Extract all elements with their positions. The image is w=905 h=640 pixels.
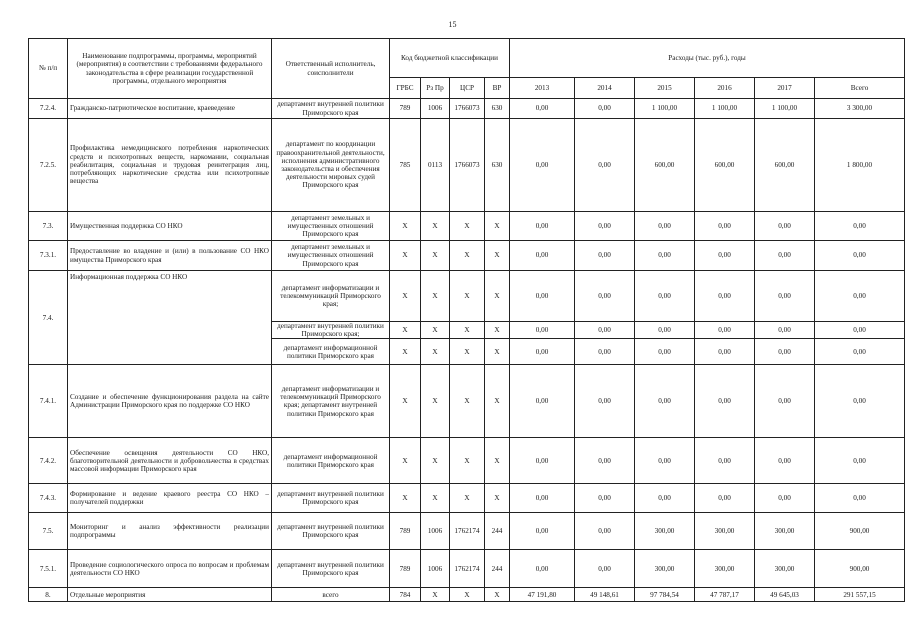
table-row — [29, 550, 905, 588]
row-num: 7.4.3. — [29, 484, 68, 513]
row-csr: X — [450, 588, 485, 602]
row-executor: департамент земельных и имущественных отношений Приморского края — [272, 241, 390, 271]
row-2016: 300,00 — [695, 550, 755, 588]
row-2014: 0,00 — [575, 365, 635, 438]
row-executor: департамент информационной политики Приморского края — [272, 339, 390, 365]
row-grbs: X — [390, 212, 421, 241]
row-2014: 0,00 — [575, 119, 635, 212]
row-name: Отдельные мероприятия — [68, 588, 272, 602]
row-2014: 0,00 — [575, 322, 635, 339]
row-2016: 0,00 — [695, 212, 755, 241]
row-2014: 0,00 — [575, 212, 635, 241]
row-csr: 1762174 — [450, 550, 485, 588]
row-total: 0,00 — [815, 322, 905, 339]
row-total: 0,00 — [815, 365, 905, 438]
row-2017: 0,00 — [755, 339, 815, 365]
row-grbs: X — [390, 365, 421, 438]
row-2014: 0,00 — [575, 438, 635, 484]
row-csr: 1766073 — [450, 119, 485, 212]
row-executor: всего — [272, 588, 390, 602]
row-num: 7.5. — [29, 513, 68, 550]
header-expenses: Расходы (тыс. руб.), годы — [510, 39, 905, 78]
row-grbs: X — [390, 241, 421, 271]
row-name: Профилактика немедицинского потребления наркотических средств и психотропных веществ, наркомании, социальная реабилитация, социальная и трудовая реинтеграция лиц, потребляющих наркотические средства или психотропные вещества — [68, 119, 272, 212]
row-name: Создание и обеспечение функционирования раздела на сайте Администрации Приморского края по поддержке СО НКО — [68, 365, 272, 438]
row-name: Имущественная поддержка СО НКО — [68, 212, 272, 241]
row-csr: X — [450, 322, 485, 339]
row-vr: X — [485, 212, 510, 241]
row-2014: 49 148,61 — [575, 588, 635, 602]
row-2017: 0,00 — [755, 484, 815, 513]
row-vr: X — [485, 271, 510, 322]
row-2015: 300,00 — [635, 550, 695, 588]
row-vr: 630 — [485, 119, 510, 212]
row-csr: X — [450, 484, 485, 513]
row-executor: департамент внутренней политики Приморского края — [272, 513, 390, 550]
row-2015: 0,00 — [635, 339, 695, 365]
row-num: 7.4.1. — [29, 365, 68, 438]
row-total: 900,00 — [815, 550, 905, 588]
table-row — [29, 119, 905, 212]
row-total: 0,00 — [815, 271, 905, 322]
row-2014: 0,00 — [575, 550, 635, 588]
row-2016: 47 787,17 — [695, 588, 755, 602]
row-2013: 0,00 — [510, 513, 575, 550]
row-2013: 0,00 — [510, 484, 575, 513]
table-row — [29, 271, 905, 322]
header-executor: Ответственный исполнитель, соисполнители — [272, 39, 390, 99]
header-year-2015: 2015 — [635, 78, 695, 99]
row-executor: департамент информационной политики Приморского края — [272, 438, 390, 484]
row-2013: 0,00 — [510, 365, 575, 438]
row-grbs: X — [390, 271, 421, 322]
row-2014: 0,00 — [575, 271, 635, 322]
table-row — [29, 99, 905, 119]
row-name: Обеспечение освещения деятельности СО НКО, благотворительной деятельности и добровольчества в средствах массовой информации Приморского края — [68, 438, 272, 484]
row-total: 0,00 — [815, 484, 905, 513]
table-row — [29, 513, 905, 550]
table-row — [29, 365, 905, 438]
row-num: 7.3.1. — [29, 241, 68, 271]
row-vr: 244 — [485, 513, 510, 550]
row-vr: X — [485, 438, 510, 484]
row-rzpr: X — [421, 484, 450, 513]
row-num: 7.4. — [29, 271, 68, 365]
header-code-vr: ВР — [485, 78, 510, 99]
row-vr: X — [485, 339, 510, 365]
header-year-2017: 2017 — [755, 78, 815, 99]
row-2016: 1 100,00 — [695, 99, 755, 119]
table-row — [29, 438, 905, 484]
row-vr: 630 — [485, 99, 510, 119]
row-vr: X — [485, 322, 510, 339]
row-2016: 0,00 — [695, 438, 755, 484]
row-2014: 0,00 — [575, 513, 635, 550]
row-2015: 0,00 — [635, 271, 695, 322]
row-2016: 0,00 — [695, 339, 755, 365]
header-code-csr: ЦСР — [450, 78, 485, 99]
row-total: 0,00 — [815, 438, 905, 484]
row-2014: 0,00 — [575, 484, 635, 513]
row-csr: X — [450, 241, 485, 271]
row-total: 0,00 — [815, 212, 905, 241]
row-2013: 47 191,80 — [510, 588, 575, 602]
row-2015: 97 784,54 — [635, 588, 695, 602]
row-grbs: 789 — [390, 99, 421, 119]
row-rzpr: X — [421, 241, 450, 271]
row-2015: 0,00 — [635, 484, 695, 513]
table-row — [29, 241, 905, 271]
row-2016: 0,00 — [695, 271, 755, 322]
row-rzpr: 0113 — [421, 119, 450, 212]
row-2017: 0,00 — [755, 365, 815, 438]
row-2015: 0,00 — [635, 322, 695, 339]
row-total: 291 557,15 — [815, 588, 905, 602]
header-total: Всего — [815, 78, 905, 99]
table-row — [29, 588, 905, 602]
row-2017: 1 100,00 — [755, 99, 815, 119]
row-csr: X — [450, 271, 485, 322]
row-num: 7.2.5. — [29, 119, 68, 212]
row-2015: 300,00 — [635, 513, 695, 550]
row-grbs: 789 — [390, 550, 421, 588]
row-executor: департамент внутренней политики Приморского края — [272, 99, 390, 119]
row-name: Предоставление во владение и (или) в пользование СО НКО имущества Приморского края — [68, 241, 272, 271]
row-2015: 0,00 — [635, 438, 695, 484]
row-2015: 0,00 — [635, 241, 695, 271]
row-name: Мониторинг и анализ эффективности реализации подпрограммы — [68, 513, 272, 550]
row-2013: 0,00 — [510, 271, 575, 322]
row-num: 7.2.4. — [29, 99, 68, 119]
row-csr: X — [450, 212, 485, 241]
row-grbs: 789 — [390, 513, 421, 550]
row-2017: 0,00 — [755, 241, 815, 271]
row-2016: 0,00 — [695, 241, 755, 271]
header-codes: Код бюджетной классификации — [390, 39, 510, 78]
row-executor: департамент информатизации и телекоммуникаций Приморского края; департамент внутренней политики Приморского края — [272, 365, 390, 438]
row-total: 0,00 — [815, 241, 905, 271]
header-year-2013: 2013 — [510, 78, 575, 99]
row-2013: 0,00 — [510, 212, 575, 241]
row-rzpr: X — [421, 212, 450, 241]
row-executor: департамент информатизации и телекоммуникаций Приморского края; — [272, 271, 390, 322]
row-2016: 0,00 — [695, 484, 755, 513]
row-total: 3 300,00 — [815, 99, 905, 119]
row-num: 8. — [29, 588, 68, 602]
row-rzpr: 1006 — [421, 513, 450, 550]
row-2017: 300,00 — [755, 550, 815, 588]
row-2017: 0,00 — [755, 271, 815, 322]
row-name: Проведение социологического опроса по вопросам и проблемам деятельности СО НКО — [68, 550, 272, 588]
row-2013: 0,00 — [510, 550, 575, 588]
header-year-2016: 2016 — [695, 78, 755, 99]
row-rzpr: X — [421, 271, 450, 322]
header-code-grbs: ГРБС — [390, 78, 421, 99]
row-grbs: X — [390, 322, 421, 339]
header-name: Наименование подпрограммы, программы, мероприятий (мероприятия) в соответствии с требованиями федерального законодательства в сфере реализации государственной программы, отдельного мероприятия — [68, 39, 272, 99]
row-2016: 600,00 — [695, 119, 755, 212]
row-csr: X — [450, 365, 485, 438]
row-2013: 0,00 — [510, 119, 575, 212]
row-num: 7.3. — [29, 212, 68, 241]
row-csr: 1766073 — [450, 99, 485, 119]
row-2016: 300,00 — [695, 513, 755, 550]
row-total: 900,00 — [815, 513, 905, 550]
row-2017: 49 645,03 — [755, 588, 815, 602]
row-2013: 0,00 — [510, 99, 575, 119]
row-2017: 0,00 — [755, 212, 815, 241]
header-code-rzpr: Рз Пр — [421, 78, 450, 99]
row-2014: 0,00 — [575, 339, 635, 365]
row-grbs: 785 — [390, 119, 421, 212]
header-year-2014: 2014 — [575, 78, 635, 99]
row-grbs: 784 — [390, 588, 421, 602]
header-num: № п/п — [29, 39, 68, 99]
row-2017: 600,00 — [755, 119, 815, 212]
row-rzpr: X — [421, 438, 450, 484]
row-csr: X — [450, 438, 485, 484]
table-row — [29, 212, 905, 241]
row-rzpr: X — [421, 339, 450, 365]
row-grbs: X — [390, 438, 421, 484]
row-grbs: X — [390, 339, 421, 365]
row-vr: X — [485, 484, 510, 513]
row-2017: 300,00 — [755, 513, 815, 550]
row-2015: 0,00 — [635, 365, 695, 438]
header-row-1 — [29, 39, 905, 78]
row-rzpr: 1006 — [421, 550, 450, 588]
row-2017: 0,00 — [755, 438, 815, 484]
row-num: 7.5.1. — [29, 550, 68, 588]
row-total: 1 800,00 — [815, 119, 905, 212]
row-2017: 0,00 — [755, 322, 815, 339]
row-executor: департамент по координации правоохранительной деятельности, исполнения административного законодательства и обеспечения деятельности мировых судей Приморского края — [272, 119, 390, 212]
row-2013: 0,00 — [510, 438, 575, 484]
row-num: 7.4.2. — [29, 438, 68, 484]
row-csr: 1762174 — [450, 513, 485, 550]
row-rzpr: X — [421, 588, 450, 602]
row-2015: 1 100,00 — [635, 99, 695, 119]
row-csr: X — [450, 339, 485, 365]
row-vr: X — [485, 365, 510, 438]
row-name: Формирование и ведение краевого реестра СО НКО – получателей поддержки — [68, 484, 272, 513]
row-2013: 0,00 — [510, 322, 575, 339]
row-2013: 0,00 — [510, 339, 575, 365]
row-executor: департамент внутренней политики Приморского края — [272, 484, 390, 513]
row-2015: 0,00 — [635, 212, 695, 241]
row-rzpr: X — [421, 365, 450, 438]
row-rzpr: X — [421, 322, 450, 339]
row-grbs: X — [390, 484, 421, 513]
row-executor: департамент земельных и имущественных отношений Приморского края — [272, 212, 390, 241]
row-executor: департамент внутренней политики Приморского края; — [272, 322, 390, 339]
row-2016: 0,00 — [695, 365, 755, 438]
row-name: Гражданско-патриотическое воспитание, краеведение — [68, 99, 272, 119]
row-total: 0,00 — [815, 339, 905, 365]
page-number: 15 — [448, 20, 457, 29]
row-2015: 600,00 — [635, 119, 695, 212]
row-executor: департамент внутренней политики Приморского края — [272, 550, 390, 588]
row-rzpr: 1006 — [421, 99, 450, 119]
row-vr: X — [485, 241, 510, 271]
budget-table — [28, 38, 905, 602]
row-vr: X — [485, 588, 510, 602]
row-2016: 0,00 — [695, 322, 755, 339]
row-2014: 0,00 — [575, 241, 635, 271]
row-2013: 0,00 — [510, 241, 575, 271]
row-vr: 244 — [485, 550, 510, 588]
row-2014: 0,00 — [575, 99, 635, 119]
row-name: Информационная поддержка СО НКО — [68, 271, 272, 365]
table-row — [29, 484, 905, 513]
